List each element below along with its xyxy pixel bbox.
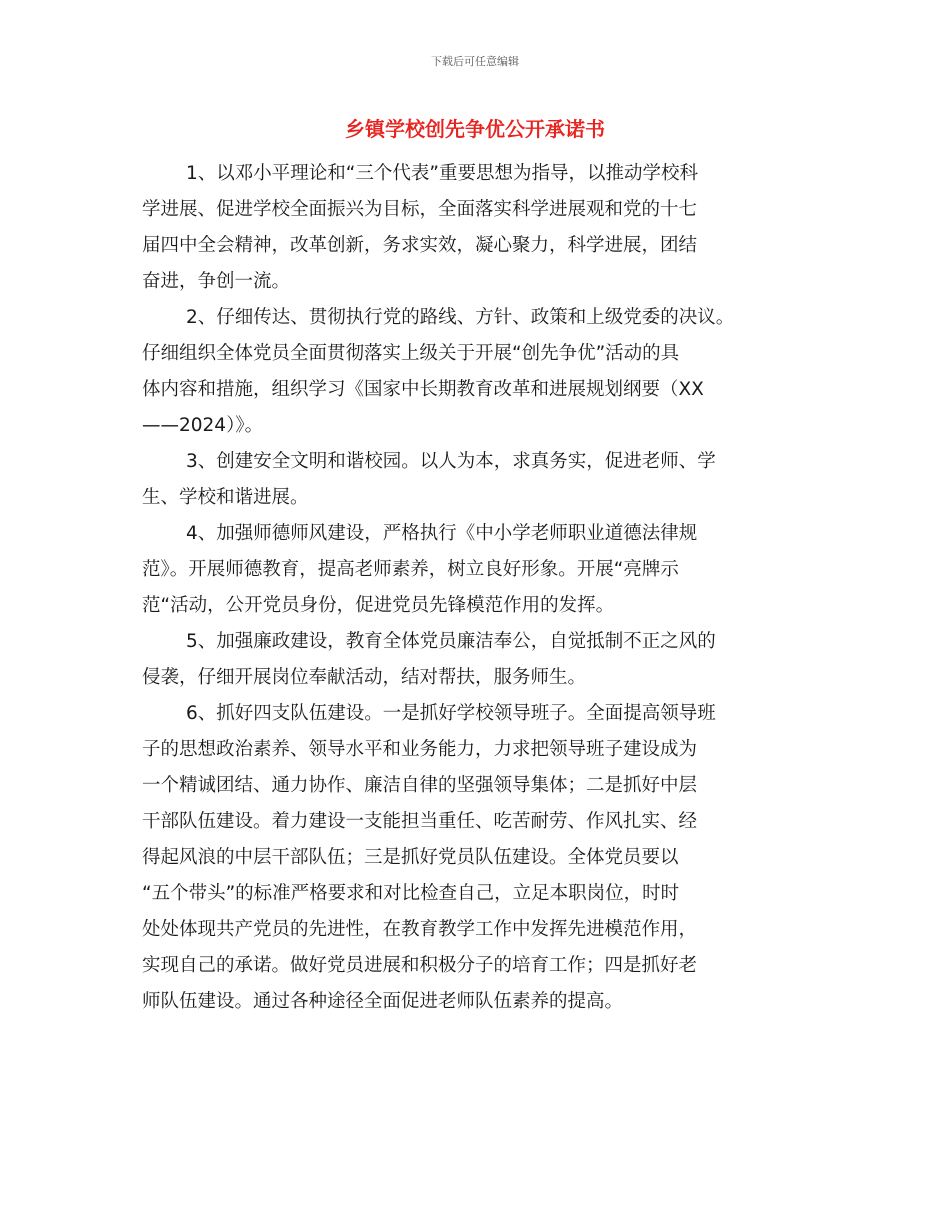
document-body	[142, 156, 822, 1020]
text-line: 1、以邓小平理论和“三个代表”重要思想为指导，以推动学校科	[186, 163, 698, 184]
text-line: 范》。开展师德教育，提高老师素养，树立良好形象。开展“亮牌示	[142, 559, 679, 580]
paragraph-3	[142, 444, 822, 516]
text-line: ——2024）》。	[142, 415, 264, 436]
paragraph-5	[142, 624, 822, 696]
text-line: 实现自己的承诺。做好党员进展和积极分子的培育工作；四是抓好老	[142, 955, 698, 976]
text-line: 一个精诚团结、通力协作、廉洁自律的坚强领导集体；二是抓好中层	[142, 775, 698, 796]
text-line: 6、抓好四支队伍建设。一是抓好学校领导班子。全面提高领导班	[186, 703, 716, 724]
text-line: 子的思想政治素养、领导水平和业务能力，力求把领导班子建设成为	[142, 739, 698, 760]
header-note: 下载后可任意编辑	[431, 55, 519, 68]
document-title: 乡镇学校创先争优公开承诺书	[345, 117, 605, 141]
text-line: 干部队伍建设。着力建设一支能担当重任、吃苦耐劳、作风扎实、经	[142, 811, 698, 832]
text-line: 范“活动，公开党员身份，促进党员先锋模范作用的发挥。	[142, 595, 615, 616]
text-line: 师队伍建设。通过各种途径全面促进老师队伍素养的提高。	[142, 991, 624, 1012]
text-line: 仔细组织全体党员全面贯彻落实上级关于开展“创先争优”活动的具	[142, 343, 680, 364]
paragraph-6	[142, 696, 822, 1020]
text-line: 体内容和措施，组织学习《国家中长期教育改革和进展规划纲要（XX	[142, 379, 704, 400]
paragraph-1	[142, 156, 822, 300]
text-line: 学进展、促进学校全面振兴为目标，全面落实科学进展观和党的十七	[142, 199, 698, 220]
paragraph-4	[142, 516, 822, 624]
text-line: 处处体现共产党员的先进性，在教育教学工作中发挥先进模范作用，	[142, 919, 698, 940]
text-line: 3、创建安全文明和谐校园。以人为本，求真务实，促进老师、学	[186, 451, 716, 472]
paragraph-2	[142, 300, 822, 444]
text-line: 得起风浪的中层干部队伍；三是抓好党员队伍建设。全体党员要以	[142, 847, 679, 868]
text-line: “五个带头”的标准严格要求和对比检查自己，立足本职岗位，时时	[142, 883, 680, 904]
text-line: 奋进，争创一流。	[142, 271, 291, 292]
text-line: 4、加强师德师风建设，严格执行《中小学老师职业道德法律规	[186, 523, 698, 544]
text-line: 侵袭，仔细开展岗位奉献活动，结对帮扶，服务师生。	[142, 667, 587, 688]
text-line: 届四中全会精神，改革创新，务求实效，凝心聚力，科学进展，团结	[142, 235, 698, 256]
text-line: 5、加强廉政建设，教育全体党员廉洁奉公，自觉抵制不正之风的	[186, 631, 716, 652]
text-line: 2、仔细传达、贯彻执行党的路线、方针、政策和上级党委的决议。	[186, 307, 735, 328]
text-line: 生、学校和谐进展。	[142, 487, 309, 508]
